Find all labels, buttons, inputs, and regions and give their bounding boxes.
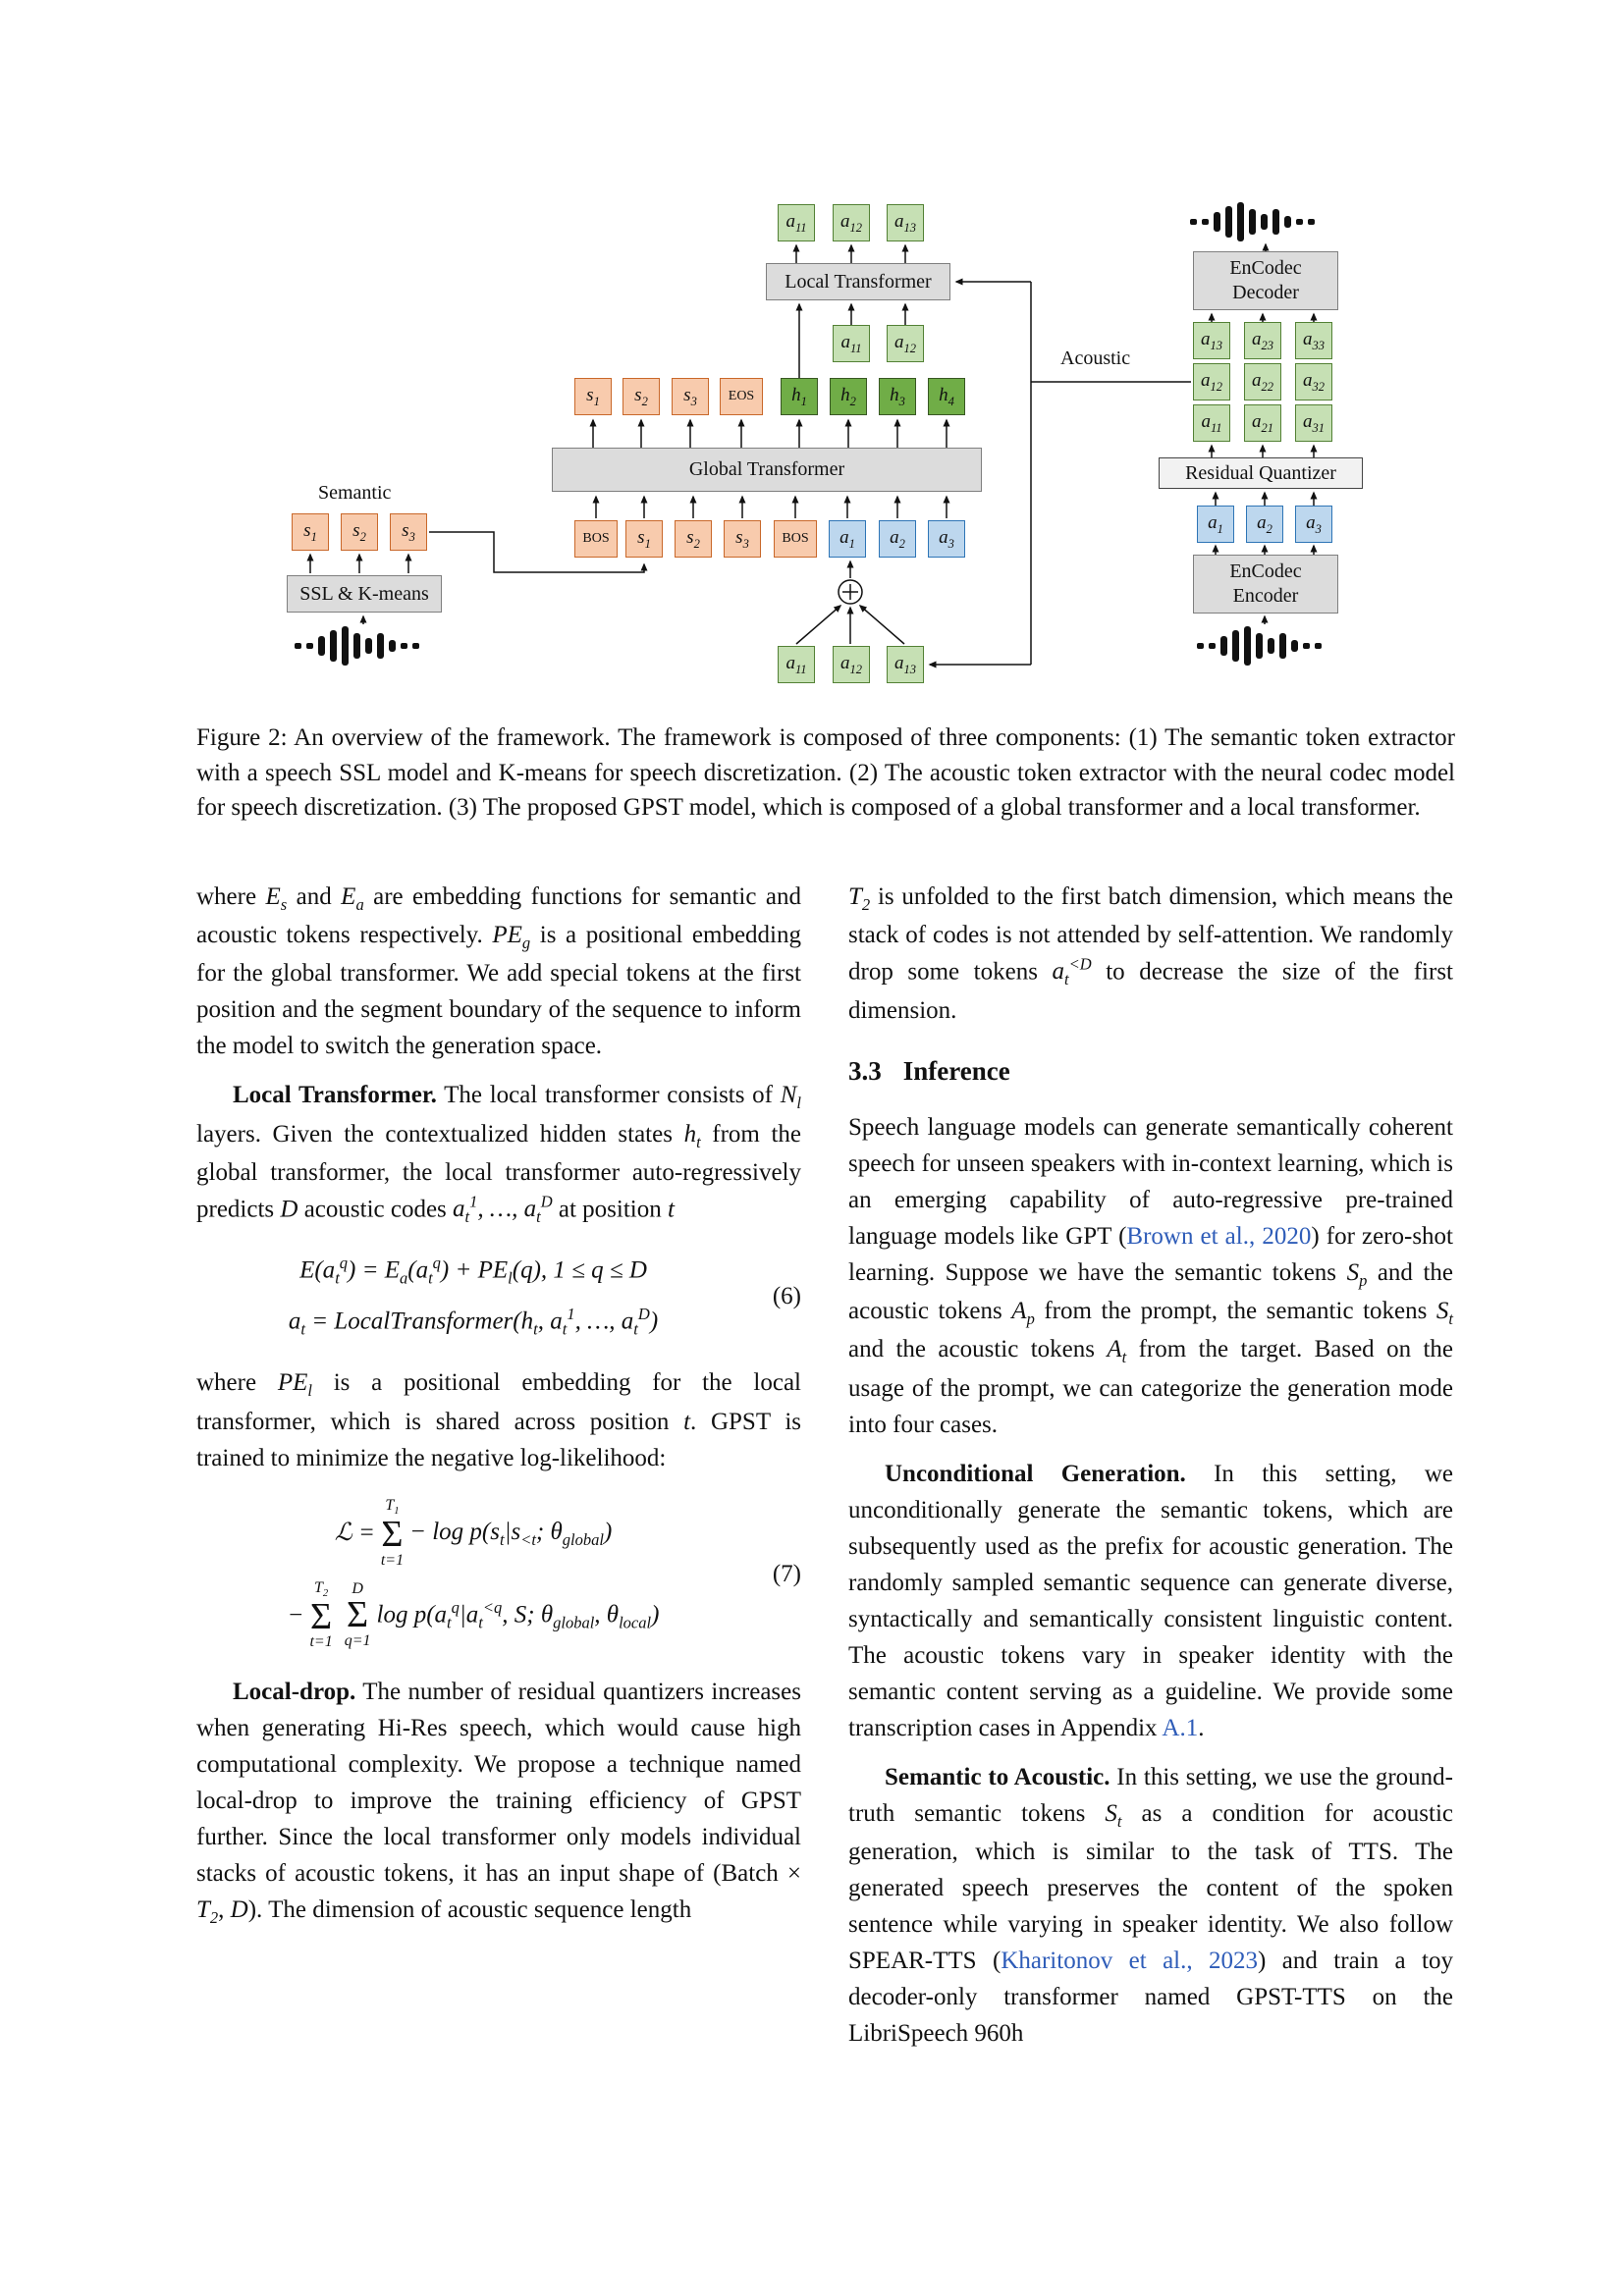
acoustic-token: $a_{13}$ <box>1193 322 1230 359</box>
body-paragraph: Speech language models can generate semantically coherent speech for unseen speakers with in-context learning, which is an emerging capability of auto-regressive pre-trained language models like GPT (Brown et al., 2020) for zero-shot learning. Suppose we have the semantic tokens $S_p$ and the acoustic tokens $A_p$ from the prompt, the semantic tokens $S_t$ and the acoustic tokens $A_t$ from the target. Based on the usage of the prompt, we can categorize the generation mode into four cases. <box>848 1113 1454 1438</box>
citation-link[interactable]: A.1 <box>1162 1714 1199 1741</box>
citation-link[interactable]: Brown et al., 2020 <box>1126 1222 1312 1250</box>
acoustic-token: $a_{12}$ <box>833 646 870 683</box>
acoustic-token: $a_{32}$ <box>1295 363 1332 400</box>
ssl-kmeans-box: SSL & K-means <box>287 575 442 613</box>
acoustic-code-token: $a_3$ <box>1295 506 1332 543</box>
section-heading <box>848 1052 1453 1092</box>
body-columns <box>196 879 1455 2065</box>
equation-number: (7) <box>772 1561 801 1588</box>
acoustic-token: $a_{13}$ <box>887 646 924 683</box>
acoustic-code-token: $a_3$ <box>928 520 965 558</box>
acoustic-token: $a_{22}$ <box>1244 363 1281 400</box>
hidden-state-token: $h_2$ <box>830 378 867 415</box>
waveform-icon <box>1190 202 1327 241</box>
bos-token: BOS <box>574 520 618 558</box>
waveform-icon <box>1197 626 1334 666</box>
body-paragraph: Local Transformer. The local transformer consists of $N_l$ layers. Given the contextualized hidden states $h_t$ from the global transformer, the local transformer auto-regressively predicts D acoustic codes $a_t^1$, …, $a_t^D$ at position t <box>196 1082 802 1227</box>
acoustic-code-token: $a_2$ <box>879 520 916 558</box>
local-transformer-box: Local Transformer <box>766 263 950 300</box>
encodec-decoder-box: EnCodec Decoder <box>1193 251 1338 310</box>
residual-quantizer-box: Residual Quantizer <box>1159 457 1363 489</box>
acoustic-label: Acoustic <box>1060 347 1131 369</box>
equation-7 <box>196 1498 801 1651</box>
eos-token: EOS <box>720 378 763 415</box>
citation-link[interactable]: Kharitonov et al., 2023 <box>1001 1948 1259 1975</box>
acoustic-code-token: $a_1$ <box>1197 506 1234 543</box>
body-paragraph: where $PE_l$ is a positional embedding for the local transformer, which is shared across position t. GPST is trained to minimize the negative log-likelihood: <box>196 1369 801 1471</box>
semantic-token: $s_2$ <box>623 378 660 415</box>
semantic-token: $s_1$ <box>574 378 612 415</box>
semantic-token: $s_1$ <box>292 513 329 551</box>
body-paragraph: Local-drop. The number of residual quantizers increases when generating Hi-Res speech, which would cause high computational complexity. We propose a technique named local-drop to improve the training efficiency of GPST further. Since the local transformer only models individual stacks of acoustic tokens, it has an input shape of (Batch × $T_2$, D). The dimension of acoustic sequence length <box>196 1679 801 1928</box>
semantic-token: $s_1$ <box>625 520 663 558</box>
equation-6 <box>196 1252 801 1341</box>
equation-line: − $T_2$ Σ t=1 D Σ q=1 $\log p(a_t^q|a_t^{<q}$, S; $\theta_{global}$, $\theta_{local}$) <box>287 1578 660 1651</box>
body-paragraph: Unconditional Generation. In this setting, we unconditionally generate the semantic tokens, which are subsequently used as the prefix for acoustic generation. The randomly sampled semantic sequence can generate diverse, syntactically and semantically consistent linguistic content. The acoustic tokens vary in speaker identity with the semantic content serving as a guideline. We provide some transcription cases in Appendix A.1. <box>848 1460 1453 1741</box>
acoustic-token: $a_{11}$ <box>778 204 815 241</box>
acoustic-token: $a_{21}$ <box>1244 404 1281 442</box>
hidden-state-token: $h_3$ <box>879 378 916 415</box>
waveform-icon <box>295 626 432 666</box>
hidden-state-token: $h_1$ <box>781 378 818 415</box>
bos-token: BOS <box>774 520 817 558</box>
semantic-token: $s_2$ <box>675 520 712 558</box>
encodec-encoder-box: EnCodec Encoder <box>1193 555 1338 614</box>
acoustic-token: $a_{11}$ <box>833 325 870 362</box>
semantic-token: $s_2$ <box>341 513 378 551</box>
acoustic-token: $a_{23}$ <box>1244 322 1281 359</box>
acoustic-token: $a_{12}$ <box>887 325 924 362</box>
acoustic-token: $a_{12}$ <box>833 204 870 241</box>
acoustic-token: $a_{11}$ <box>778 646 815 683</box>
section-title: Inference <box>902 1055 1010 1086</box>
acoustic-code-token: $a_1$ <box>829 520 866 558</box>
semantic-token: $s_3$ <box>672 378 709 415</box>
equation-line: ℒ = $T_1$ Σ t=1 − $\log p(s_t|s_{<t}$; $\theta_{global}$) <box>334 1496 613 1569</box>
figure-caption: Figure 2: An overview of the framework. The framework is composed of three components: (1) The semantic token extractor with a speech SSL model and K-means for speech discretization. (2) The acoustic token extractor with the neural codec model for speech discretization. (3) The proposed GPST model, which is composed of a global transformer and a local transformer. <box>196 724 1455 821</box>
acoustic-token: $a_{31}$ <box>1295 404 1332 442</box>
equation-number: (6) <box>772 1283 801 1310</box>
body-paragraph: where $E_s$ and $E_a$ are embedding functions for semantic and acoustic tokens respectively. $PE_g$ is a positional embedding for the global transformer. We add special tokens at the first position and the segment boundary of the sequence to inform the model to switch the generation space. <box>196 882 801 1060</box>
acoustic-token: $a_{13}$ <box>887 204 924 241</box>
left-column <box>196 879 801 2065</box>
acoustic-token: $a_{33}$ <box>1295 322 1332 359</box>
hidden-state-token: $h_4$ <box>928 378 965 415</box>
semantic-label: Semantic <box>318 482 392 504</box>
acoustic-token: $a_{11}$ <box>1193 404 1230 442</box>
acoustic-code-token: $a_2$ <box>1246 506 1283 543</box>
acoustic-token: $a_{12}$ <box>1193 363 1230 400</box>
semantic-token: $s_3$ <box>390 513 427 551</box>
right-column <box>848 879 1453 2065</box>
body-paragraph: Semantic to Acoustic. In this setting, we use the ground-truth semantic tokens $S_t$ as a condition for acoustic generation, which is similar to the task of TTS. The generated speech preserves the content of the spoken sentence while varying in speaker identity. We also follow SPEAR-TTS (Kharitonov et al., 2023) and train a toy decoder-only transformer named GPST-TTS on the LibriSpeech 960h <box>848 1763 1454 2048</box>
global-transformer-box: Global Transformer <box>552 448 982 492</box>
figure-2 <box>0 126 1624 703</box>
body-paragraph: $T_2$ is unfolded to the first batch dimension, which means the stack of codes is not attended by self-attention. We randomly drop some tokens $a_t^{<D}$ to decrease the size of the first dimension. <box>848 882 1453 1024</box>
equation-line: $a_t$ = $LocalTransformer(h_t$, $a_t^1$, …, $a_t^D$) <box>288 1304 659 1338</box>
equation-line: $E(a_t^q) = E_a(a_t^q) + PE_l(q)$, 1 ≤ q ≤ D <box>299 1253 647 1288</box>
semantic-token: $s_3$ <box>724 520 761 558</box>
section-number: 3.3 <box>848 1055 882 1086</box>
